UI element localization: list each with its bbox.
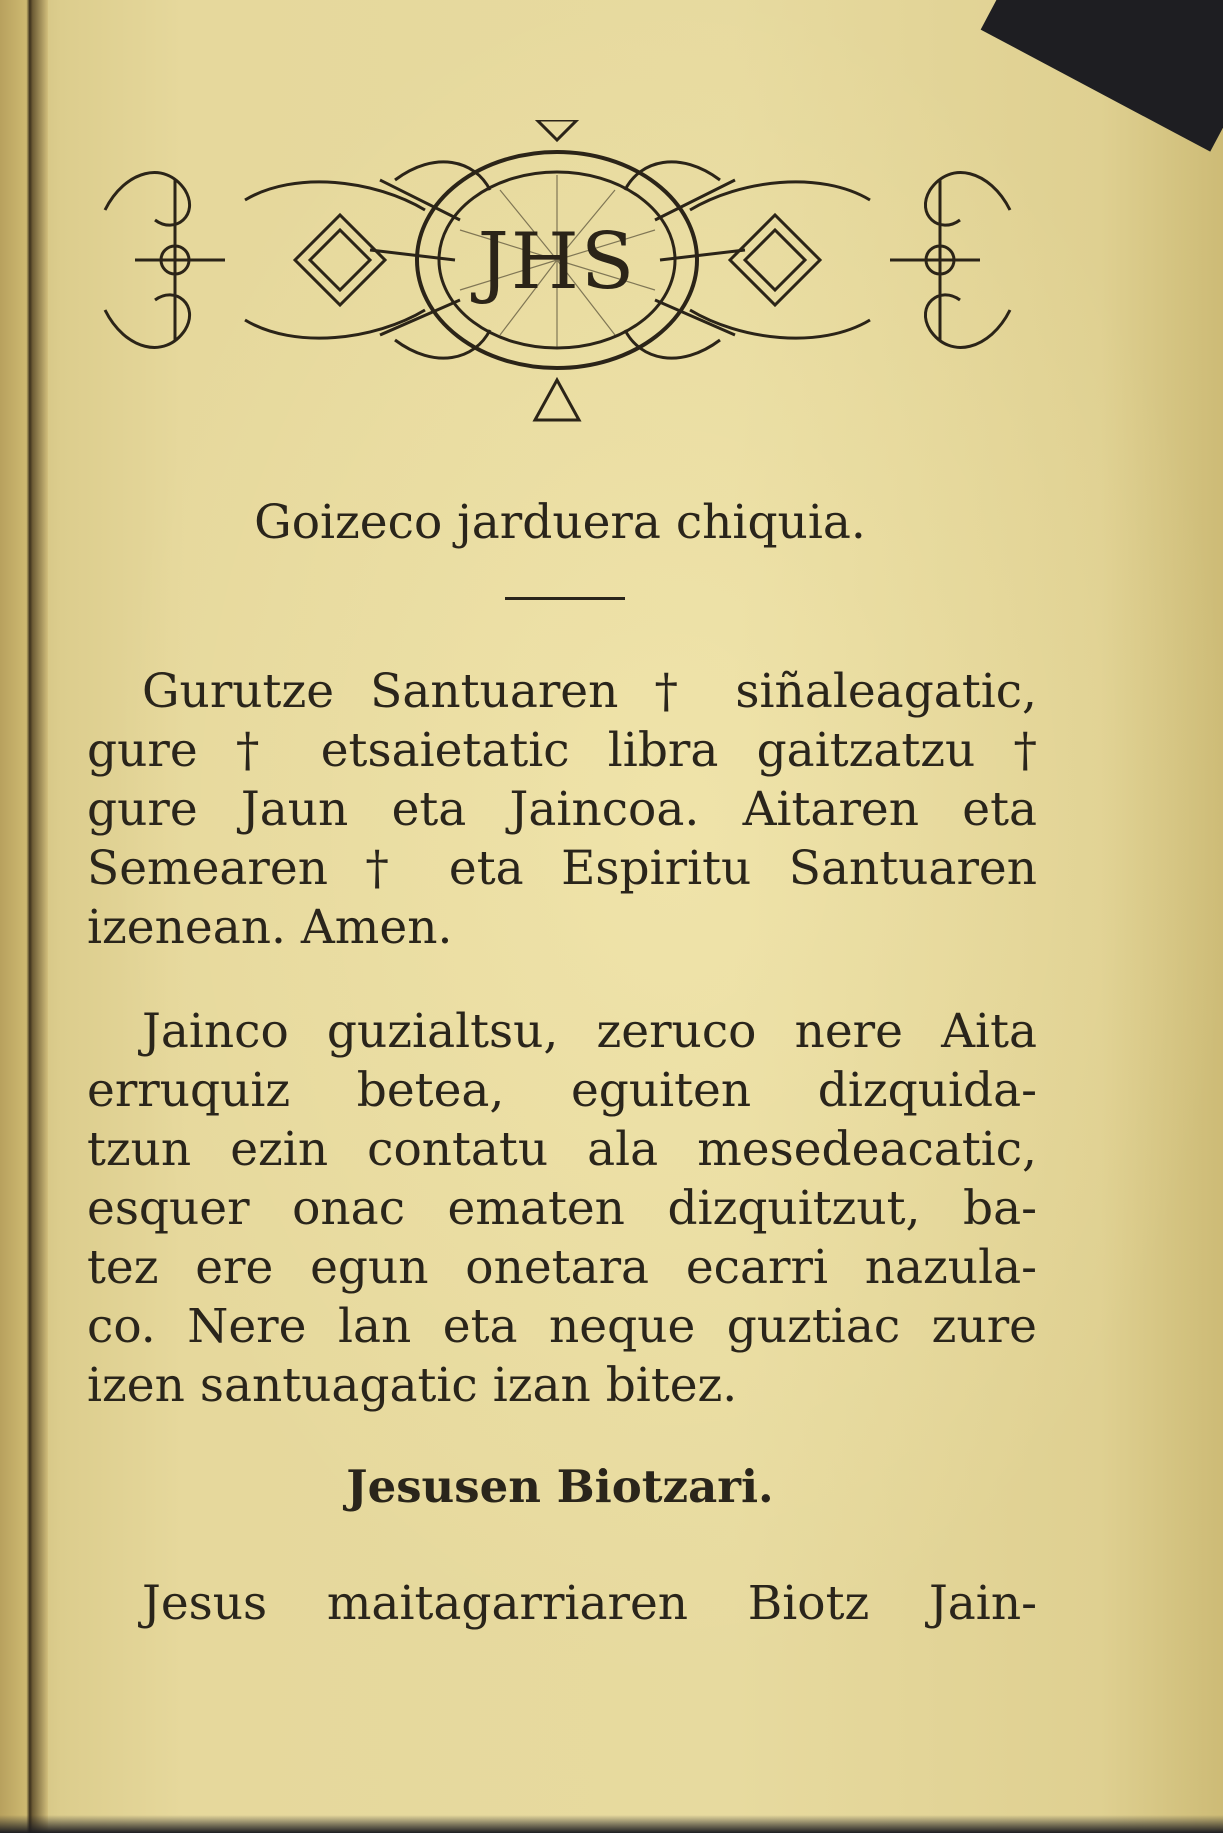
prayer-paragraph-1 xyxy=(87,662,1037,957)
page-title: Goizeco jarduera chiquia. xyxy=(254,495,866,550)
text-line: Jainco guzialtsu, zeruco nere Aita xyxy=(142,1004,1037,1059)
text-line: Semearen † eta Espiritu Santuaren xyxy=(87,841,1037,896)
ornament-headpiece xyxy=(95,120,1020,430)
page-bottom-edge xyxy=(0,1815,1223,1833)
text-line: izen santuagatic izan bitez. xyxy=(87,1358,738,1413)
text-line: gure † etsaietatic libra gaitzatzu † xyxy=(87,723,1037,778)
prayer-paragraph-2 xyxy=(87,1002,1037,1415)
text-line: gure Jaun eta Jaincoa. Aitaren eta xyxy=(87,782,1037,837)
ihs-monogram: JHS xyxy=(477,217,637,307)
text-line: tez ere egun onetara ecarri nazula- xyxy=(87,1240,1037,1295)
text-line: co. Nere lan eta neque guztiac zure xyxy=(87,1299,1037,1354)
text-line: Jesus maitagarriaren Biotz Jain- xyxy=(142,1576,1037,1631)
text-line: tzun ezin contatu ala mesedeacatic, xyxy=(87,1122,1037,1177)
section-heading: Jesusen Biotzari. xyxy=(346,1460,774,1513)
text-line: erruquiz betea, eguiten dizquida- xyxy=(87,1063,1037,1118)
prayer-paragraph-3 xyxy=(87,1574,1037,1633)
text-line: izenean. Amen. xyxy=(87,900,453,955)
page-gutter xyxy=(0,0,48,1833)
text-line: esquer onac ematen dizquitzut, ba- xyxy=(87,1181,1037,1236)
title-divider xyxy=(505,597,625,600)
text-line: Gurutze Santuaren † siñaleagatic, xyxy=(142,664,1037,719)
